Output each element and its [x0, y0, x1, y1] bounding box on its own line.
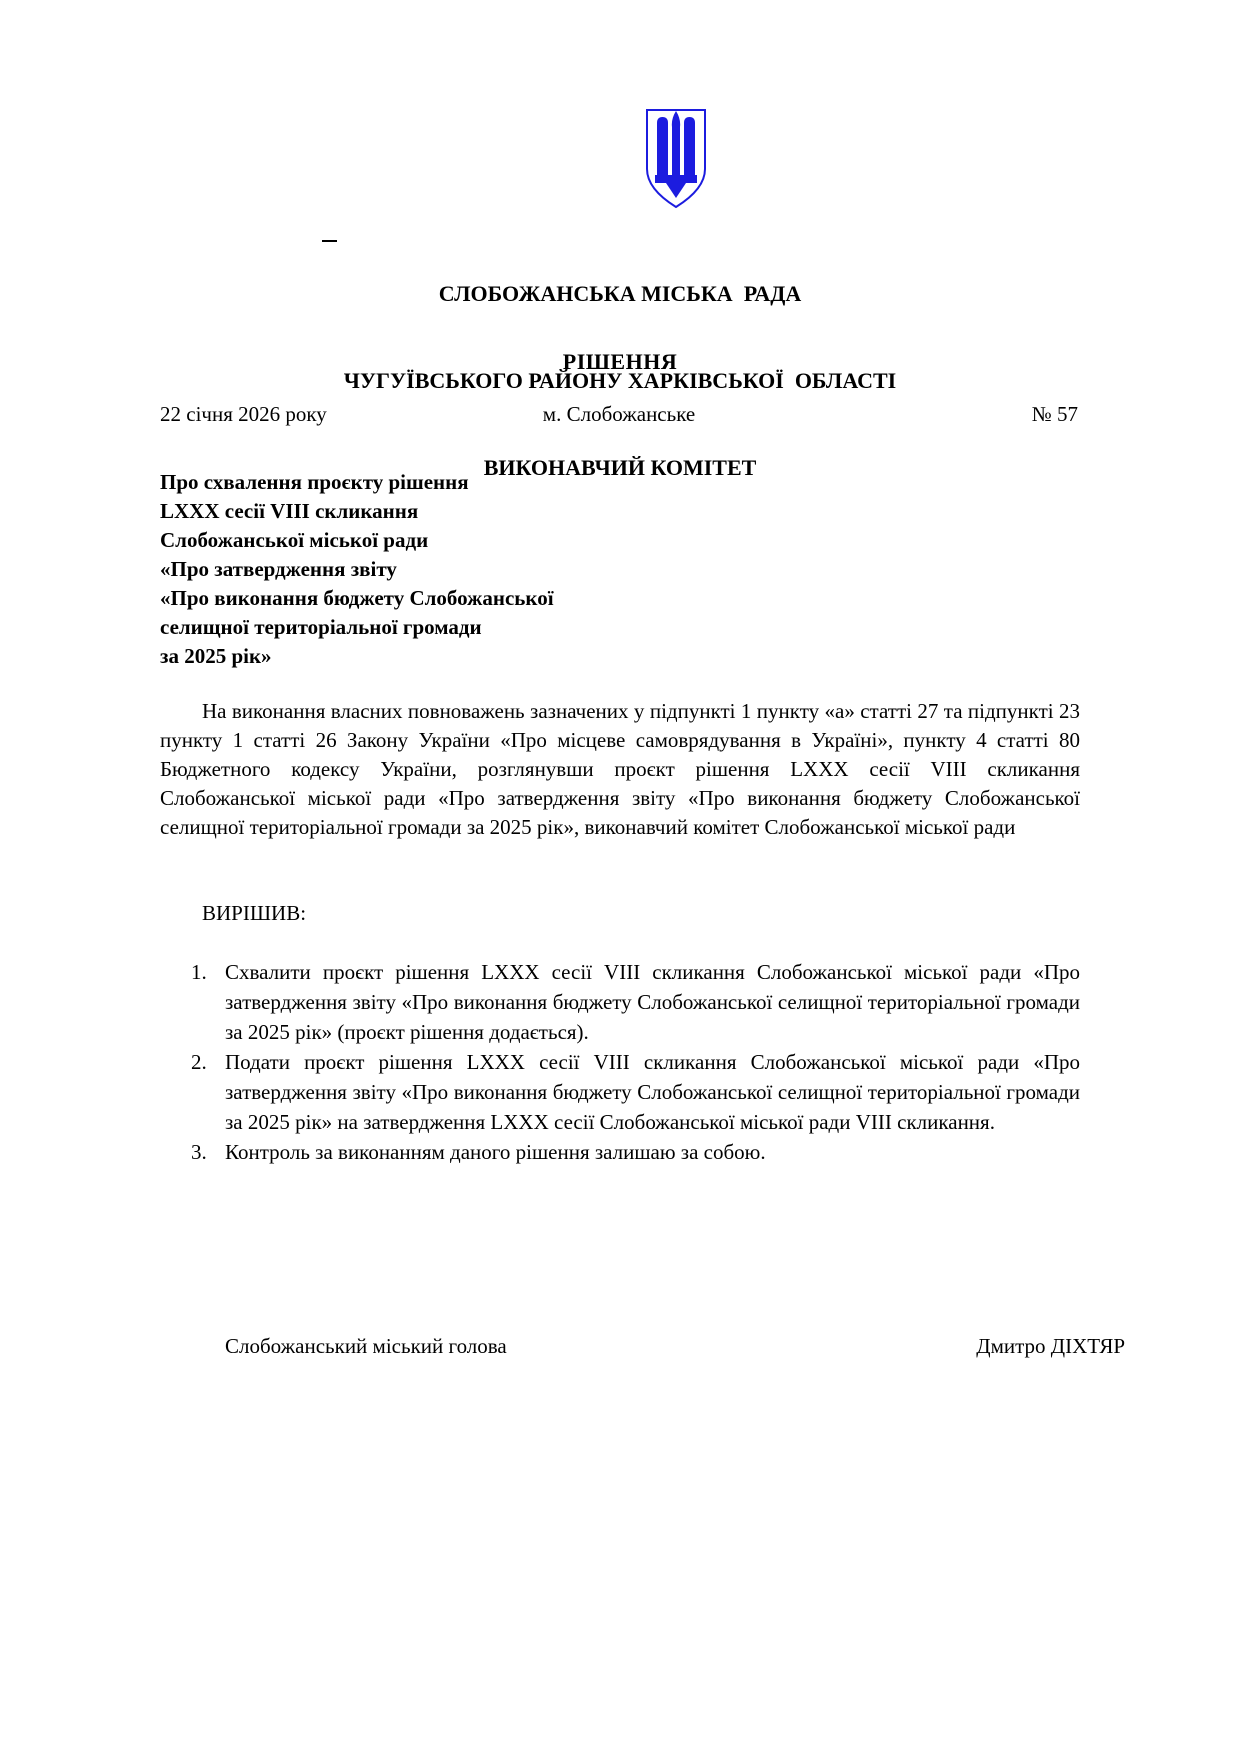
document-number: № 57 [1031, 402, 1078, 426]
subject-line: LXXX сесії VIII скликання [160, 499, 419, 523]
org-name-line3: ВИКОНАВЧИЙ КОМІТЕТ [483, 455, 757, 480]
resolution-item [160, 1047, 1080, 1137]
ukraine-trident-icon [643, 107, 709, 211]
subject-line: за 2025 рік» [160, 644, 272, 668]
subject-line: Слобожанської міської ради [160, 528, 429, 552]
preamble-paragraph: На виконання власних повноважень зазначених у підпункті 1 пункту «а» статті 27 та підпункті 23 пункту 1 статті 26 Закону України «Про місцеве самоврядування в Україні», пункту 4 статті 80 Бюджетного кодексу України, розглянувши проєкт рішення LXXX сесії VIII скликання Слобожанської міської ради «Про затвердження звіту «Про виконання бюджету Слобожанської селищної територіальної громади за 2025 рік», виконавчий комітет Слобожанської міської ради [160, 699, 1080, 839]
subject-line: «Про виконання бюджету Слобожанської [160, 586, 554, 610]
signer-title: Слобожанський міський голова [225, 1334, 507, 1358]
item-text: Схвалити проєкт рішення LXXX сесії VIII скликання Слобожанської міської ради «Про затвердження звіту «Про виконання бюджету Слобожанської селищної територіальної громади за 2025 рік» (проєкт рішення додається). [225, 960, 1080, 1044]
item-number: 1. [191, 960, 207, 984]
item-number: 3. [191, 1140, 207, 1164]
item-text: Подати проєкт рішення LXXX сесії VIII скликання Слобожанської міської ради «Про затвердження звіту «Про виконання бюджету Слобожанської селищної територіальної громади за 2025 рік» на затвердження LXXX сесії Слобожанської міської ради VIII скликання. [225, 1050, 1080, 1134]
meta-row [160, 402, 1078, 427]
subject-line: Про схвалення проєкту рішення [160, 470, 469, 494]
resolution-item [160, 1137, 1080, 1167]
resolved-label: ВИРІШИВ: [202, 901, 307, 925]
resolution-item [160, 957, 1080, 1047]
document-place: м. Слобожанське [542, 402, 696, 426]
signature-row [225, 1334, 1125, 1359]
subject-line: селищної територіальної громади [160, 615, 482, 639]
subject-block [160, 468, 740, 671]
signer-name: Дмитро ДІХТЯР [976, 1334, 1125, 1358]
item-text: Контроль за виконанням даного рішення залишаю за собою. [225, 1140, 766, 1164]
item-number: 2. [191, 1050, 207, 1074]
org-name-line2: ЧУГУЇВСЬКОГО РАЙОНУ ХАРКІВСЬКОЇ ОБЛАСТІ [343, 368, 897, 393]
document-date: 22 січня 2026 року [160, 402, 327, 426]
document-type-title: РІШЕННЯ [562, 349, 678, 374]
org-name-line1: СЛОБОЖАНСЬКА МІСЬКА РАДА [438, 281, 802, 306]
subject-line: «Про затвердження звіту [160, 557, 397, 581]
resolution-list [160, 957, 1080, 1167]
